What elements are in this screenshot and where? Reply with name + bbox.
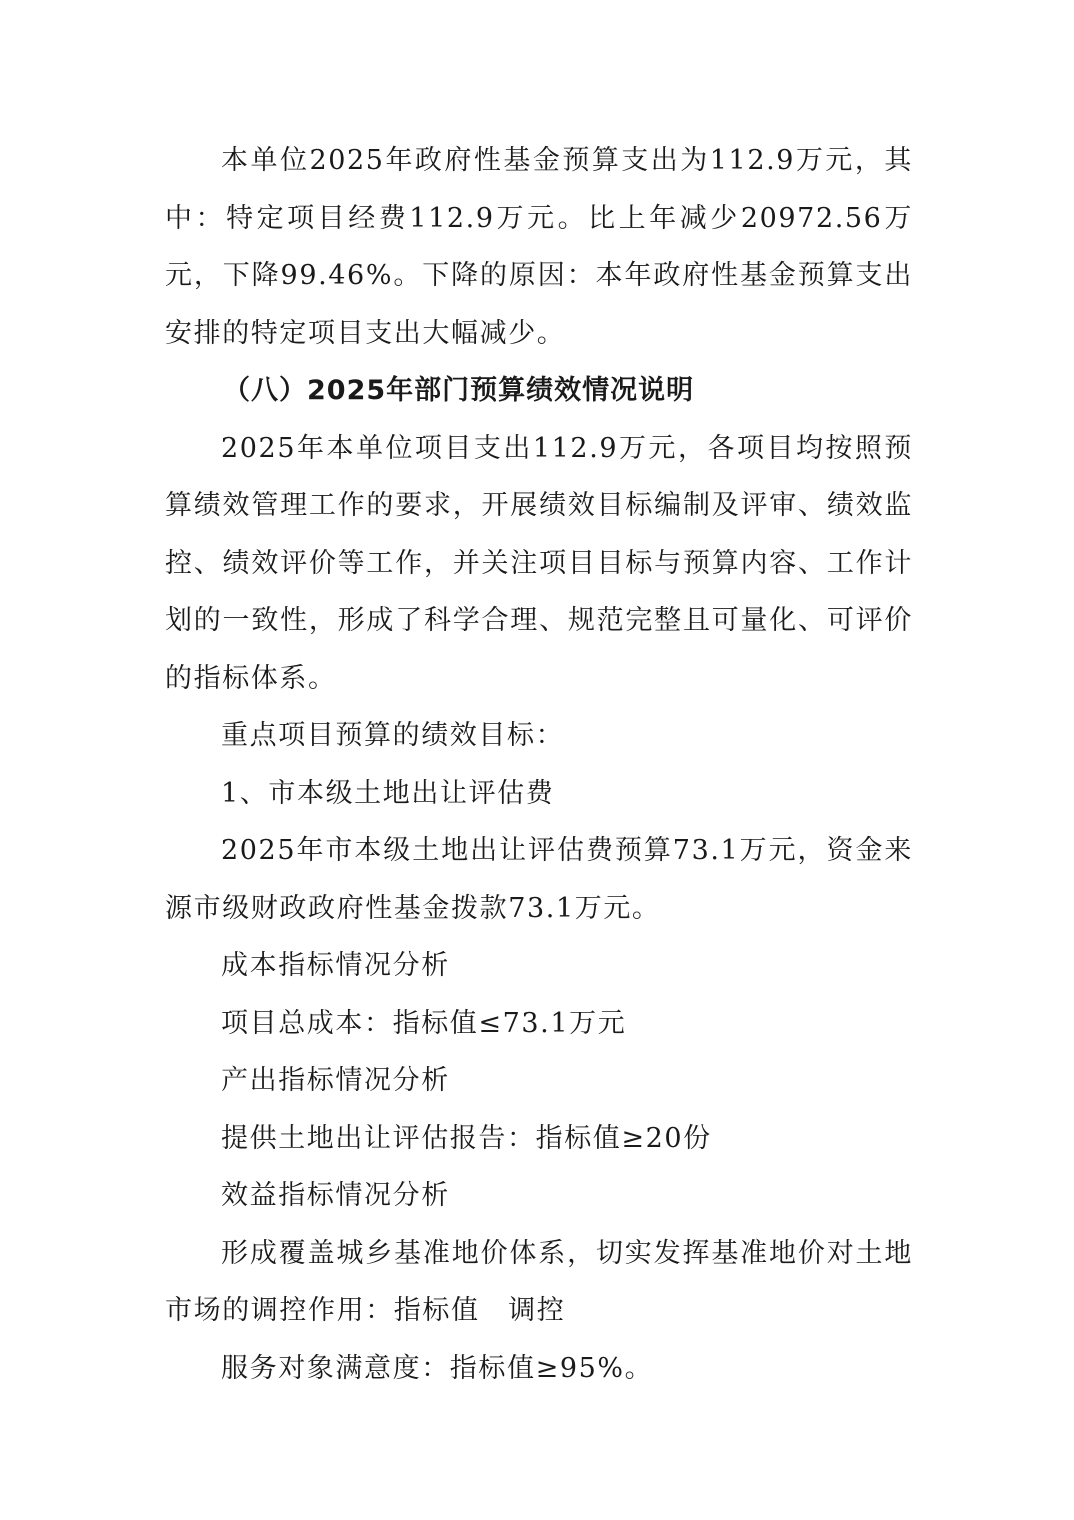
para-fund-budget: 本单位2025年政府性基金预算支出为112.9万元，其中：特定项目经费112.9万元。比上年减少20972.56万元，下降99.46%。下降的原因：本年政府性基金预算支出安排的特定项目支出大幅减少。 [165,145,913,349]
benefit-indicator-heading: 效益指标情况分析 [221,1180,450,1211]
satisfaction-indicator-value: 服务对象满意度：指标值≥95%。 [221,1352,654,1384]
para-performance-overview: 2025年本单位项目支出112.9万元，各项目均按照预算绩效管理工作的要求，开展绩效目标编制及评审、绩效监控、绩效评价等工作，并关注项目目标与预算内容、工作计划的一致性，形成了科学合理、规范完整且可量化、可评价的指标体系。 [165,432,913,694]
para-project-budget: 2025年市本级土地出让评估费预算73.1万元，资金来源市级财政政府性基金拨款73.1万元。 [165,835,913,924]
key-project-goals-label: 重点项目预算的绩效目标： [221,720,565,751]
document-body [165,132,913,1397]
cost-indicator-value: 项目总成本：指标值≤73.1万元 [221,1007,627,1039]
output-indicator-value: 提供土地出让评估报告：指标值≥20份 [221,1122,712,1154]
output-indicator-heading: 产出指标情况分析 [221,1065,450,1096]
project-title-land-assessment: 1、市本级土地出让评估费 [221,777,555,809]
benefit-indicator-value: 形成覆盖城乡基准地价体系，切实发挥基准地价对土地市场的调控作用：指标值 调控 [165,1237,913,1326]
section-heading-performance: （八）2025年部门预算绩效情况说明 [223,375,695,406]
cost-indicator-heading: 成本指标情况分析 [221,950,450,981]
